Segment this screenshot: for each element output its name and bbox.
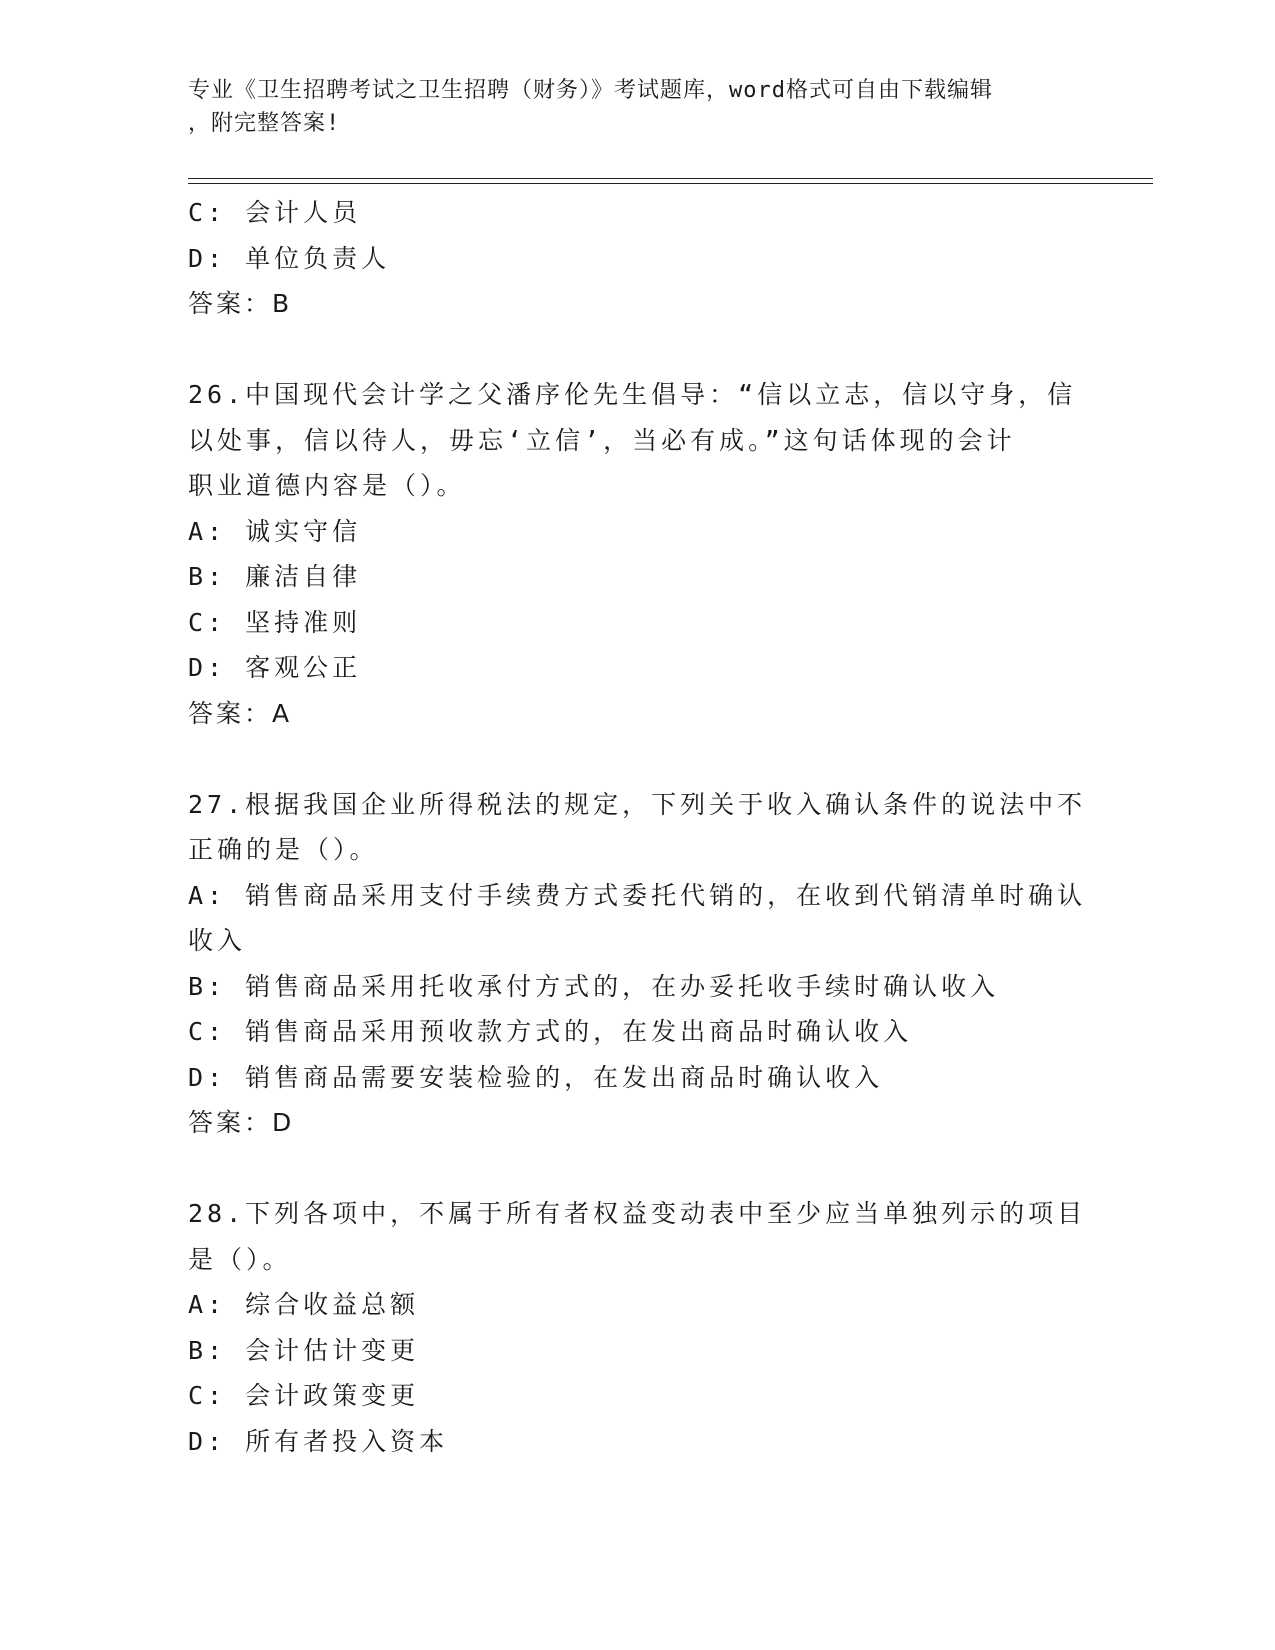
- option-text: 客观公正: [245, 653, 362, 682]
- option-label: C:: [188, 1381, 227, 1410]
- option-b: [188, 1328, 1088, 1374]
- option-label: A:: [188, 516, 227, 546]
- option-label: D:: [188, 653, 227, 682]
- option-label: C:: [188, 607, 227, 637]
- option-label: A:: [188, 880, 227, 910]
- option-d: [188, 236, 1088, 282]
- answer-line: 答案：B: [188, 289, 293, 318]
- option-label: B:: [188, 562, 227, 591]
- question-stem-line: 26.中国现代会计学之父潘序伦先生倡导：“信以立志，信以守身，信: [188, 380, 1077, 409]
- answer-line: 答案：D: [188, 1108, 295, 1137]
- option-label: A:: [188, 1290, 227, 1319]
- header-line-2: ，附完整答案!: [188, 111, 341, 136]
- header-rule-top: [188, 178, 1153, 179]
- option-text: 会计人员: [245, 198, 362, 227]
- option-a: [188, 1282, 1088, 1328]
- option-text: 诚实守信: [245, 516, 362, 546]
- question-27: [188, 782, 1088, 1146]
- answer-line: 答案：A: [188, 698, 293, 728]
- option-c: [188, 1009, 1088, 1055]
- option-label: D:: [188, 243, 227, 273]
- question-stem-line: 正确的是（）。: [188, 835, 379, 864]
- option-c: [188, 600, 1088, 646]
- option-text: 会计政策变更: [245, 1381, 420, 1410]
- question-stem-line: 职业道德内容是（）。: [188, 471, 466, 500]
- option-c: [188, 190, 1088, 236]
- option-d: [188, 645, 1088, 691]
- option-text: 单位负责人: [245, 243, 391, 273]
- option-d: [188, 1419, 1088, 1465]
- option-text: 所有者投入资本: [245, 1426, 449, 1456]
- option-d: [188, 1055, 1088, 1101]
- option-b: [188, 964, 1088, 1010]
- option-text: 销售商品需要安装检验的，在发出商品时确认收入: [245, 1062, 884, 1092]
- option-text: 综合收益总额: [245, 1290, 420, 1319]
- header-rule-bottom: [188, 183, 1153, 184]
- option-b: [188, 554, 1088, 600]
- question-stem-line: 是（）。: [188, 1244, 292, 1274]
- previous-question-tail: [188, 190, 1088, 327]
- option-a: [188, 873, 1088, 919]
- question-stem-line: 28.下列各项中，不属于所有者权益变动表中至少应当单独列示的项目: [188, 1199, 1087, 1228]
- option-label: C:: [188, 1017, 227, 1046]
- header-line-1: 专业《卫生招聘考试之卫生招聘（财务）》考试题库，word格式可自由下载编辑: [188, 78, 993, 103]
- option-label: D:: [188, 1062, 227, 1092]
- question-28: [188, 1191, 1088, 1464]
- option-label: B:: [188, 971, 227, 1001]
- option-a-continued: 收入: [188, 926, 247, 955]
- question-stem-line: 以处事，信以待人，毋忘‘立信’，当必有成。”这句话体现的会计: [188, 425, 1016, 455]
- question-26: [188, 372, 1088, 736]
- option-a: [188, 509, 1088, 555]
- option-label: C:: [188, 198, 227, 227]
- option-text: 销售商品采用预收款方式的，在发出商品时确认收入: [245, 1017, 913, 1046]
- option-text: 廉洁自律: [245, 562, 362, 591]
- option-text: 销售商品采用支付手续费方式委托代销的，在收到代销清单时确认: [245, 880, 1087, 910]
- option-c: [188, 1373, 1088, 1419]
- document-body: [188, 190, 1088, 1464]
- option-text: 销售商品采用托收承付方式的，在办妥托收手续时确认收入: [245, 971, 1000, 1001]
- option-text: 坚持准则: [245, 607, 362, 637]
- option-label: B:: [188, 1335, 227, 1365]
- option-label: D:: [188, 1426, 227, 1456]
- document-header: [188, 74, 1068, 140]
- question-stem-line: 27.根据我国企业所得税法的规定，下列关于收入确认条件的说法中不: [188, 789, 1087, 819]
- option-text: 会计估计变更: [245, 1335, 420, 1365]
